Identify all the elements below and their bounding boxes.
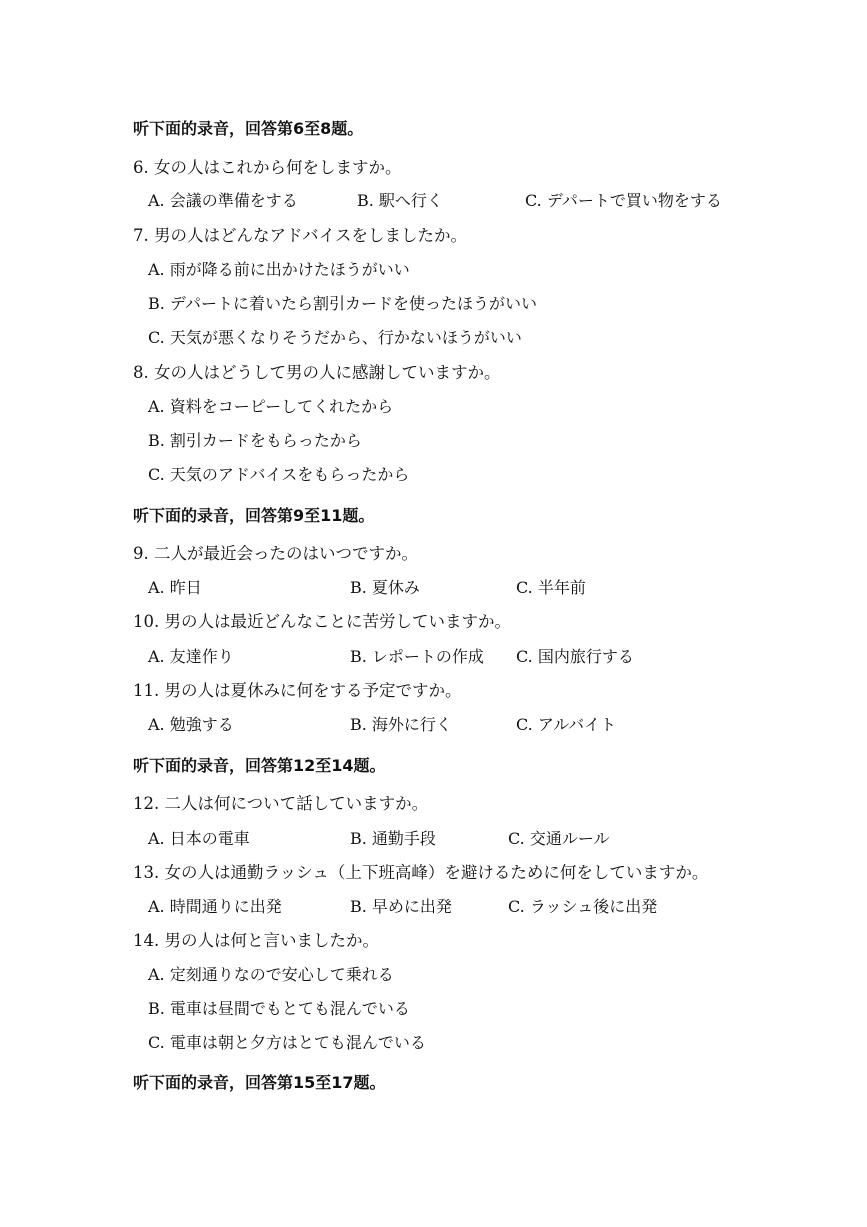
- question-11: 11. 男の人は夏休みに何をする予定ですか。: [133, 681, 462, 700]
- section-heading: 听下面的录音，回答第15至17题。: [133, 1073, 386, 1092]
- question-13: 13. 女の人は通勤ラッシュ（上下班高峰）を避けるために何をしていますか。: [133, 863, 709, 882]
- question-12: 12. 二人は何について話していますか。: [133, 794, 429, 813]
- option-12c: C. 交通ルール: [508, 829, 610, 848]
- option-9a: A. 昨日: [148, 578, 202, 597]
- option-8a: A. 資料をコーピーしてくれたから: [148, 397, 394, 416]
- question-10: 10. 男の人は最近どんなことに苦労していますか。: [133, 612, 511, 631]
- option-6b: B. 駅へ行く: [357, 191, 443, 210]
- option-11a: A. 勉強する: [148, 715, 234, 734]
- option-8b: B. 割引カードをもらったから: [148, 431, 362, 450]
- question-6: 6. 女の人はこれから何をしますか。: [133, 158, 402, 177]
- option-14c: C. 電車は朝と夕方はとても混んでいる: [148, 1033, 426, 1052]
- option-9b: B. 夏休み: [350, 578, 420, 597]
- option-14a: A. 定刻通りなので安心して乗れる: [148, 965, 394, 984]
- option-10a: A. 友達作り: [148, 647, 234, 666]
- question-14: 14. 男の人は何と言いましたか。: [133, 931, 379, 950]
- option-13b: B. 早めに出発: [350, 897, 452, 916]
- question-9: 9. 二人が最近会ったのはいつですか。: [133, 544, 418, 563]
- option-7b: B. デパートに着いたら割引カードを使ったほうがいい: [148, 294, 537, 313]
- section-heading: 听下面的录音，回答第6至8题。: [133, 119, 364, 138]
- option-8c: C. 天気のアドバイスをもらったから: [148, 465, 410, 484]
- option-10c: C. 国内旅行する: [516, 647, 634, 666]
- section-heading: 听下面的录音，回答第12至14题。: [133, 756, 386, 775]
- option-6c: C. デパートで買い物をする: [525, 191, 722, 210]
- section-heading: 听下面的录音，回答第9至11题。: [133, 506, 375, 525]
- option-14b: B. 電車は昼間でもとても混んでいる: [148, 999, 410, 1018]
- option-13a: A. 時間通りに出発: [148, 897, 282, 916]
- option-12a: A. 日本の電車: [148, 829, 250, 848]
- option-12b: B. 通勤手段: [350, 829, 436, 848]
- option-13c: C. ラッシュ後に出発: [508, 897, 658, 916]
- option-10b: B. レポートの作成: [350, 647, 484, 666]
- option-7c: C. 天気が悪くなりそうだから、行かないほうがいい: [148, 328, 522, 347]
- option-7a: A. 雨が降る前に出かけたほうがいい: [148, 260, 410, 279]
- option-9c: C. 半年前: [516, 578, 586, 597]
- question-8: 8. 女の人はどうして男の人に感謝していますか。: [133, 363, 501, 382]
- option-6a: A. 会議の準備をする: [148, 191, 298, 210]
- question-7: 7. 男の人はどんなアドバイスをしましたか。: [133, 226, 467, 245]
- option-11b: B. 海外に行く: [350, 715, 452, 734]
- option-11c: C. アルバイト: [516, 715, 617, 734]
